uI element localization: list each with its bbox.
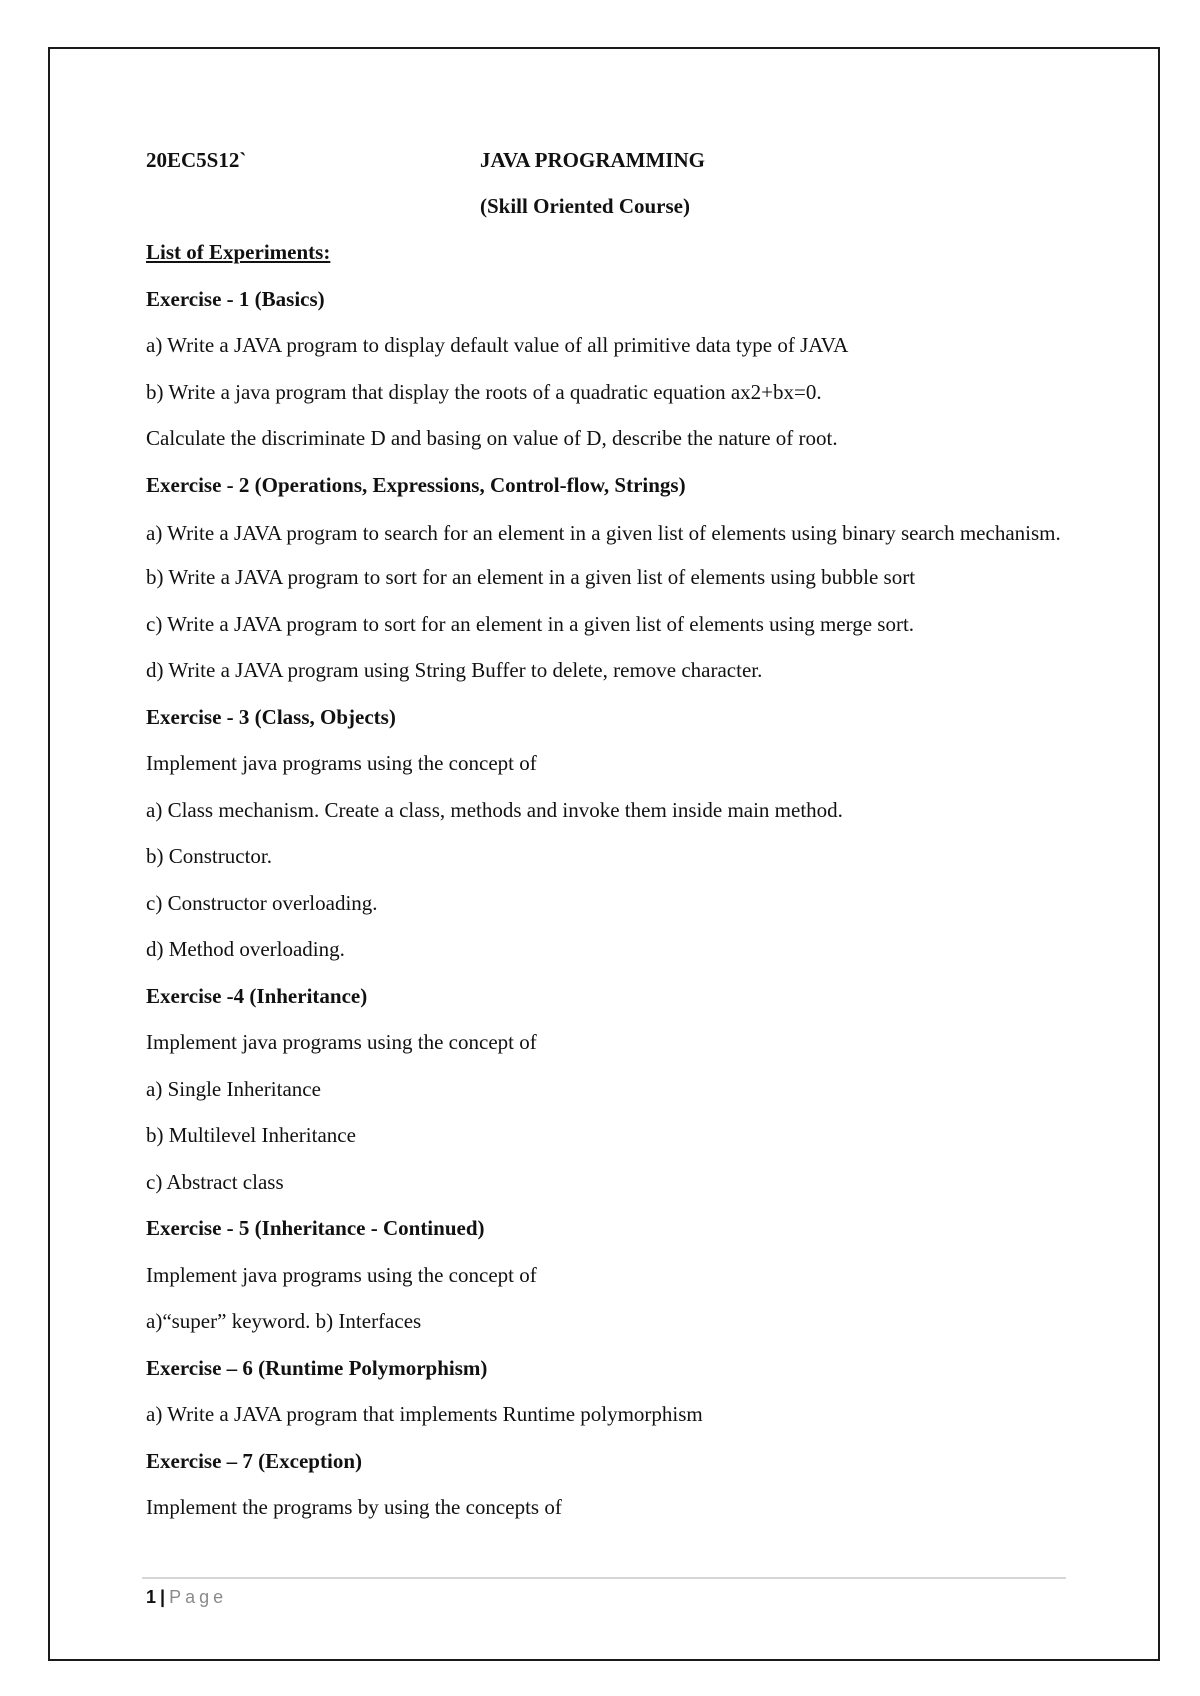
course-title: JAVA PROGRAMMING [480, 148, 705, 172]
exercise-heading: Exercise - 1 (Basics) [146, 286, 325, 311]
document-body [146, 148, 1066, 1542]
body-line: Implement java programs using the concept of [146, 1030, 537, 1054]
body-line: a) Write a JAVA program that implements Runtime polymorphism [146, 1402, 703, 1426]
header-row [146, 148, 1066, 172]
body-line: Calculate the discriminate D and basing on value of D, describe the nature of root. [146, 426, 838, 450]
body-line: Implement java programs using the concept of [146, 1262, 537, 1287]
footer-separator: | [160, 1587, 166, 1607]
body-line: Implement the programs by using the concepts of [146, 1495, 562, 1519]
body-line: b) Write a java program that display the roots of a quadratic equation ax2+bx=0. [146, 379, 822, 404]
exercise-heading: Exercise - 5 (Inheritance - Continued) [146, 1216, 485, 1240]
body-line: b) Constructor. [146, 844, 272, 868]
body-line: b) Write a JAVA program to sort for an element in a given list of elements using bubble sort [146, 565, 916, 589]
body-line: c) Write a JAVA program to sort for an element in a given list of elements using merge sort. [146, 611, 915, 636]
body-line: c) Constructor overloading. [146, 890, 378, 915]
body-line: d) Write a JAVA program using String Buffer to delete, remove character. [146, 658, 763, 682]
footer-rule [142, 1577, 1066, 1579]
body-line: a)“super” keyword. b) Interfaces [146, 1309, 422, 1333]
page-label: Page [169, 1587, 228, 1607]
exercise-heading: Exercise -4 (Inheritance) [146, 983, 368, 1008]
course-subtitle: (Skill Oriented Course) [480, 194, 690, 218]
body-line: b) Multilevel Inheritance [146, 1123, 356, 1147]
page-number: 1 [146, 1587, 157, 1607]
course-code: 20EC5S12` [146, 148, 247, 172]
body-line: a) Write a JAVA program to search for an element in a given list of elements using binary search mechanism. [146, 521, 1061, 545]
exercise-heading: Exercise - 3 (Class, Objects) [146, 704, 396, 729]
body-line: a) Write a JAVA program to display default value of all primitive data type of JAVA [146, 333, 849, 357]
page-footer [146, 1586, 227, 1608]
body-line: d) Method overloading. [146, 937, 345, 961]
exercise-heading: Exercise – 7 (Exception) [146, 1448, 362, 1473]
body-line: Implement java programs using the concept of [146, 751, 537, 775]
list-heading: List of Experiments: [146, 240, 331, 264]
course-subtitle-row [146, 194, 1066, 218]
exercise-heading: Exercise - 2 (Operations, Expressions, Control-flow, Strings) [146, 472, 686, 497]
body-line: c) Abstract class [146, 1169, 284, 1194]
exercise-heading: Exercise – 6 (Runtime Polymorphism) [146, 1355, 488, 1380]
experiment-list [146, 240, 1066, 1519]
body-line: a) Single Inheritance [146, 1076, 321, 1101]
body-line: a) Class mechanism. Create a class, methods and invoke them inside main method. [146, 797, 843, 822]
